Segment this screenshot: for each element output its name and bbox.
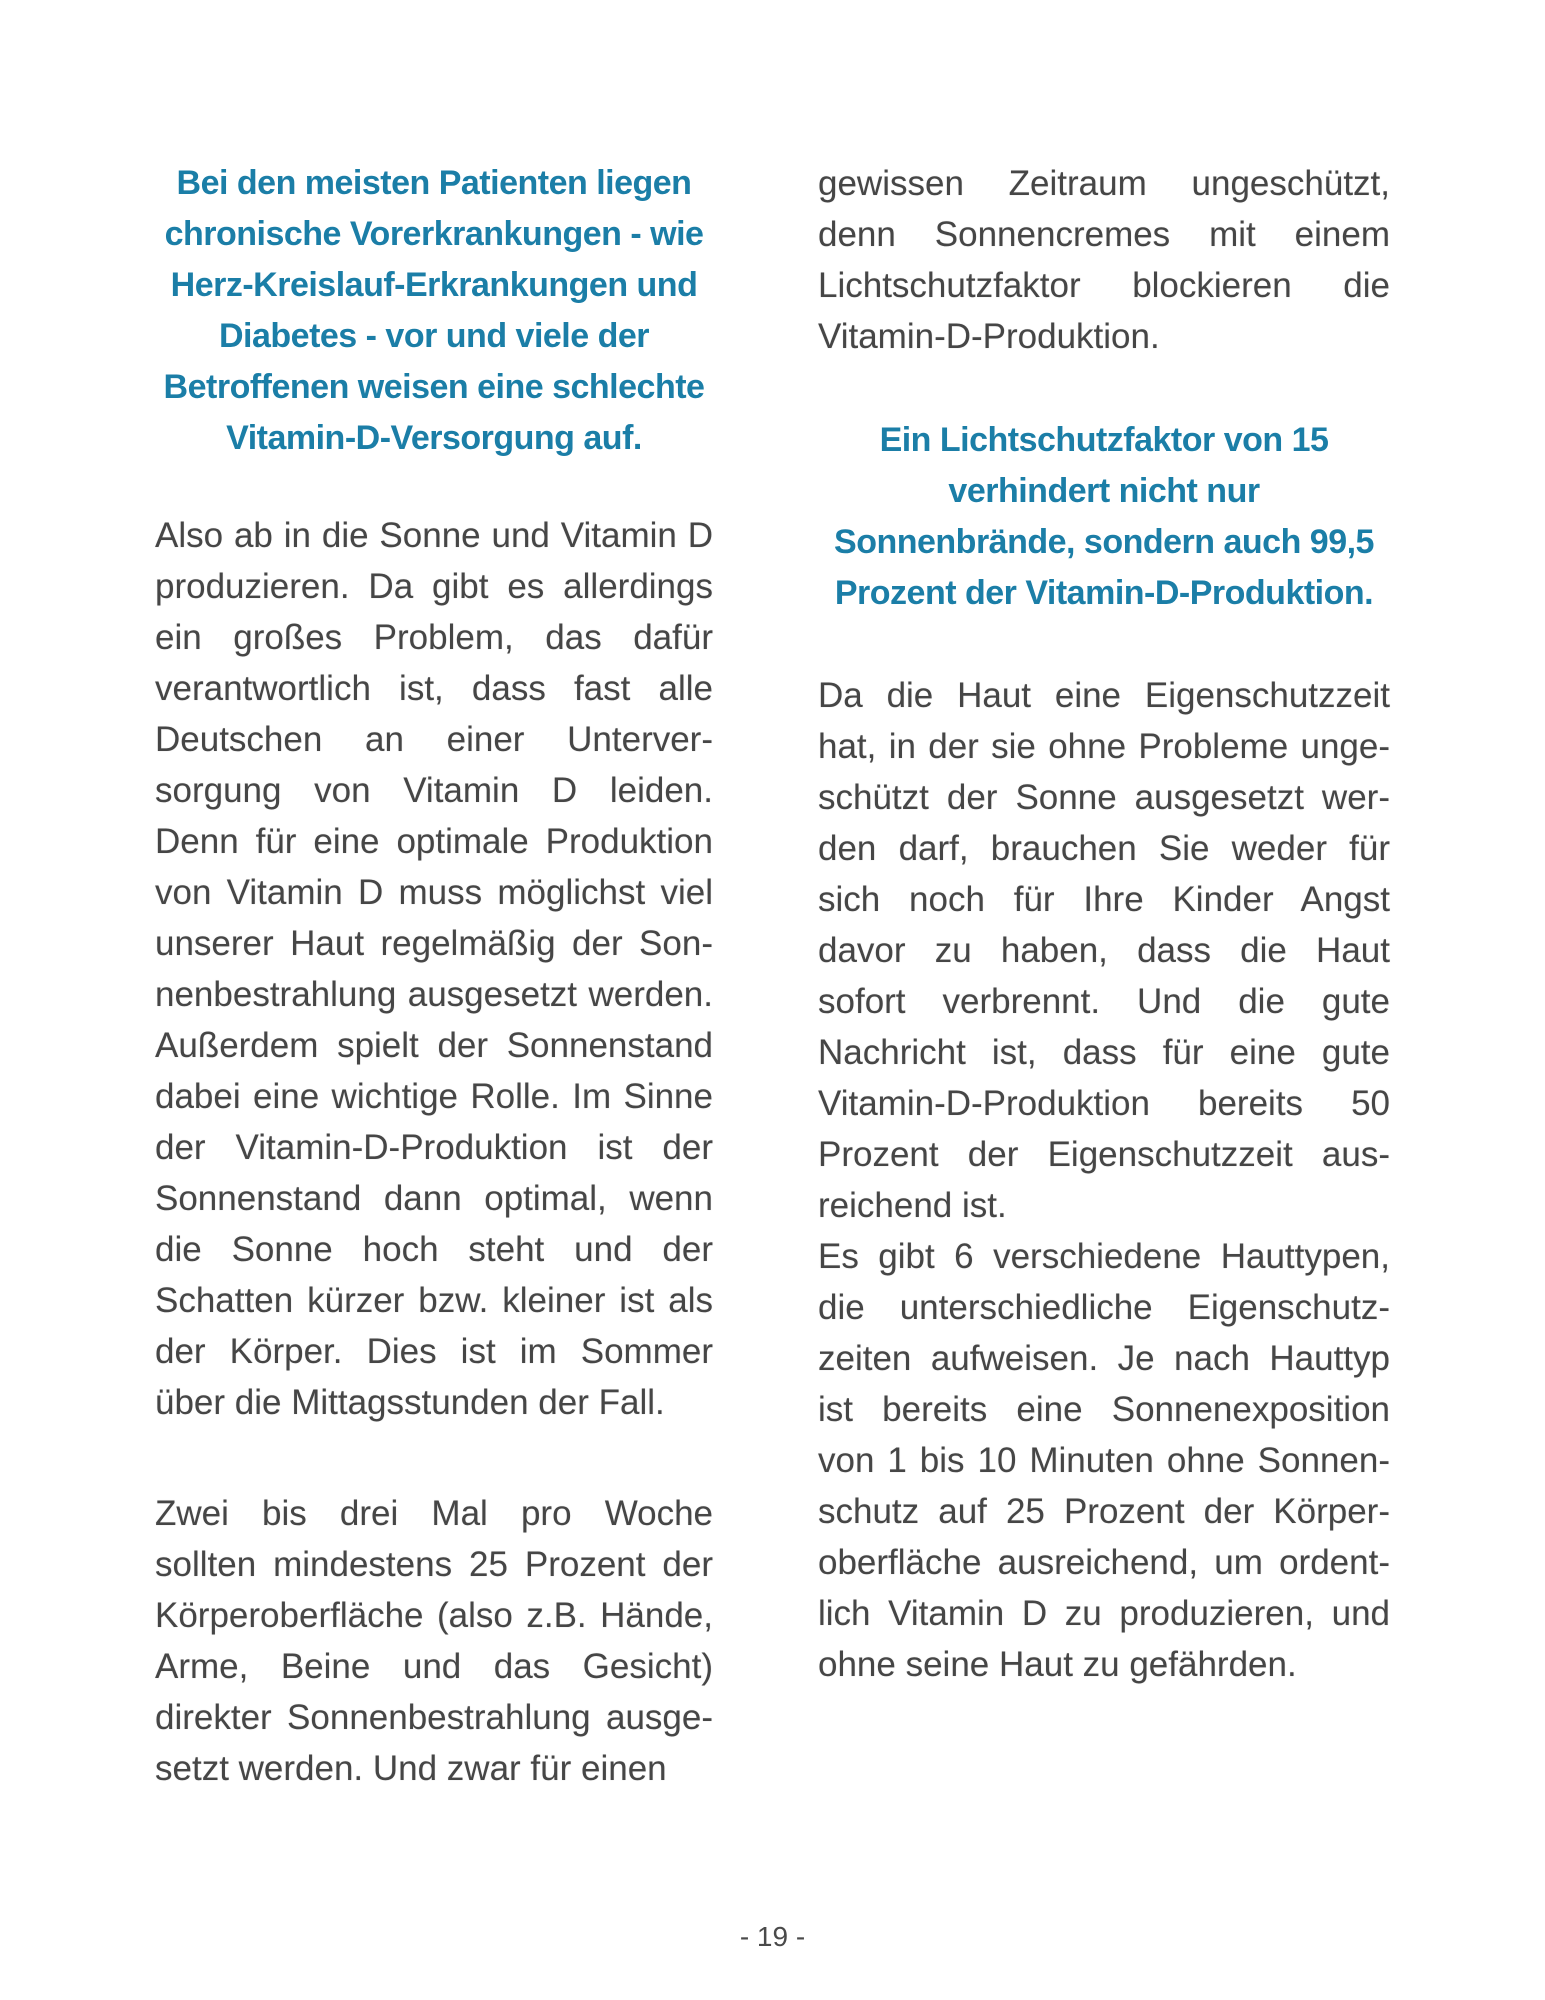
text-line: Sonnenstand dann optimal, wenn <box>155 1179 713 1218</box>
text-line: Herz-Kreislauf-Erkrankungen und <box>170 266 698 304</box>
text-line: sofort verbrennt. Und die gute <box>818 982 1390 1021</box>
text-line: oberfläche ausreichend, um ordent- <box>818 1543 1390 1582</box>
text-line: verantwortlich ist, dass fast alle <box>155 669 713 708</box>
text-line: sorgung von Vitamin D leiden. <box>155 771 713 810</box>
right-heading-callout <box>818 415 1390 619</box>
text-line: davor zu haben, dass die Haut <box>818 931 1390 970</box>
text-line: schützt der Sonne ausgesetzt wer- <box>818 778 1390 817</box>
text-line: über die Mittagsstunden der Fall. <box>155 1383 665 1422</box>
text-line: Vitamin-D-Produktion. <box>818 317 1160 356</box>
right-column <box>818 158 1390 1690</box>
text-line: produzieren. Da gibt es allerdings <box>155 567 713 606</box>
right-paragraph-1 <box>818 670 1390 1231</box>
text-line: direkter Sonnenbestrahlung ausge- <box>155 1698 713 1737</box>
text-line: sollten mindestens 25 Prozent der <box>155 1545 713 1584</box>
text-line: ein großes Problem, das dafür <box>155 618 713 657</box>
page-number: - 19 - <box>739 1921 806 1952</box>
text-line: denn Sonnencremes mit einem <box>818 215 1390 254</box>
left-paragraph-1 <box>155 510 713 1428</box>
text-line: reichend ist. <box>818 1186 1007 1225</box>
text-line: Lichtschutzfaktor blockieren die <box>818 266 1390 305</box>
text-line: Denn für eine optimale Produktion <box>155 822 713 861</box>
text-line: setzt werden. Und zwar für einen <box>155 1749 667 1788</box>
text-line: sich noch für Ihre Kinder Angst <box>818 880 1390 919</box>
text-line: Sonnenbrände, sondern auch 99,5 <box>834 523 1374 561</box>
text-line: von 1 bis 10 Minuten ohne Sonnen- <box>818 1441 1390 1480</box>
text-line: die unterschiedliche Eigenschutz- <box>818 1288 1390 1327</box>
text-line: Ein Lichtschutzfaktor von 15 <box>879 421 1329 459</box>
left-column <box>155 158 713 1794</box>
text-line: Vitamin-D-Versorgung auf. <box>226 419 642 457</box>
text-line: Außerdem spielt der Sonnenstand <box>155 1026 713 1065</box>
text-line: Schatten kürzer bzw. kleiner ist als <box>155 1281 713 1320</box>
text-line: Körperoberfläche (also z.B. Hände, <box>155 1596 713 1635</box>
text-line: verhindert nicht nur <box>948 472 1260 510</box>
text-line: den darf, brauchen Sie weder für <box>818 829 1390 868</box>
text-line: der Vitamin-D-Produktion ist der <box>155 1128 713 1167</box>
text-line: zeiten aufweisen. Je nach Hauttyp <box>818 1339 1390 1378</box>
text-line: dabei eine wichtige Rolle. Im Sinne <box>155 1077 713 1116</box>
text-line: chronische Vorerkrankungen - wie <box>164 215 704 253</box>
text-line: der Körper. Dies ist im Sommer <box>155 1332 713 1371</box>
text-line: Zwei bis drei Mal pro Woche <box>155 1494 713 1533</box>
text-line: ohne seine Haut zu gefährden. <box>818 1645 1297 1684</box>
text-line: Deutschen an einer Unterver- <box>155 720 713 759</box>
text-line: die Sonne hoch steht und der <box>155 1230 713 1269</box>
text-line: hat, in der sie ohne Probleme unge- <box>818 727 1390 766</box>
left-heading-callout <box>155 158 713 464</box>
text-line: gewissen Zeitraum ungeschützt, <box>818 164 1390 203</box>
text-line: ist bereits eine Sonnenexposition <box>818 1390 1390 1429</box>
text-line: Betroffenen weisen eine schlechte <box>163 368 705 406</box>
text-line: Es gibt 6 verschiedene Hauttypen, <box>818 1237 1390 1276</box>
text-line: Da die Haut eine Eigenschutzzeit <box>818 676 1390 715</box>
text-line: Diabetes - vor und viele der <box>218 317 650 355</box>
right-intro-paragraph <box>818 158 1390 362</box>
text-line: Nachricht ist, dass für eine gute <box>818 1033 1390 1072</box>
text-line: Prozent der Vitamin-D-Produktion. <box>834 574 1374 612</box>
text-line: Also ab in die Sonne und Vitamin D <box>155 516 713 555</box>
text-line: lich Vitamin D zu produzieren, und <box>818 1594 1390 1633</box>
text-line: Arme, Beine und das Gesicht) <box>155 1647 713 1686</box>
right-paragraph-2 <box>818 1231 1390 1690</box>
text-line: Bei den meisten Patienten liegen <box>176 164 692 202</box>
text-line: unserer Haut regelmäßig der Son- <box>155 924 713 963</box>
text-line: nenbestrahlung ausgesetzt werden. <box>155 975 713 1014</box>
text-line: schutz auf 25 Prozent der Körper- <box>818 1492 1390 1531</box>
text-line: von Vitamin D muss möglichst viel <box>155 873 713 912</box>
text-line: Vitamin-D-Produktion bereits 50 <box>818 1084 1390 1123</box>
text-line: Prozent der Eigenschutzzeit aus- <box>818 1135 1390 1174</box>
left-paragraph-2 <box>155 1488 713 1794</box>
